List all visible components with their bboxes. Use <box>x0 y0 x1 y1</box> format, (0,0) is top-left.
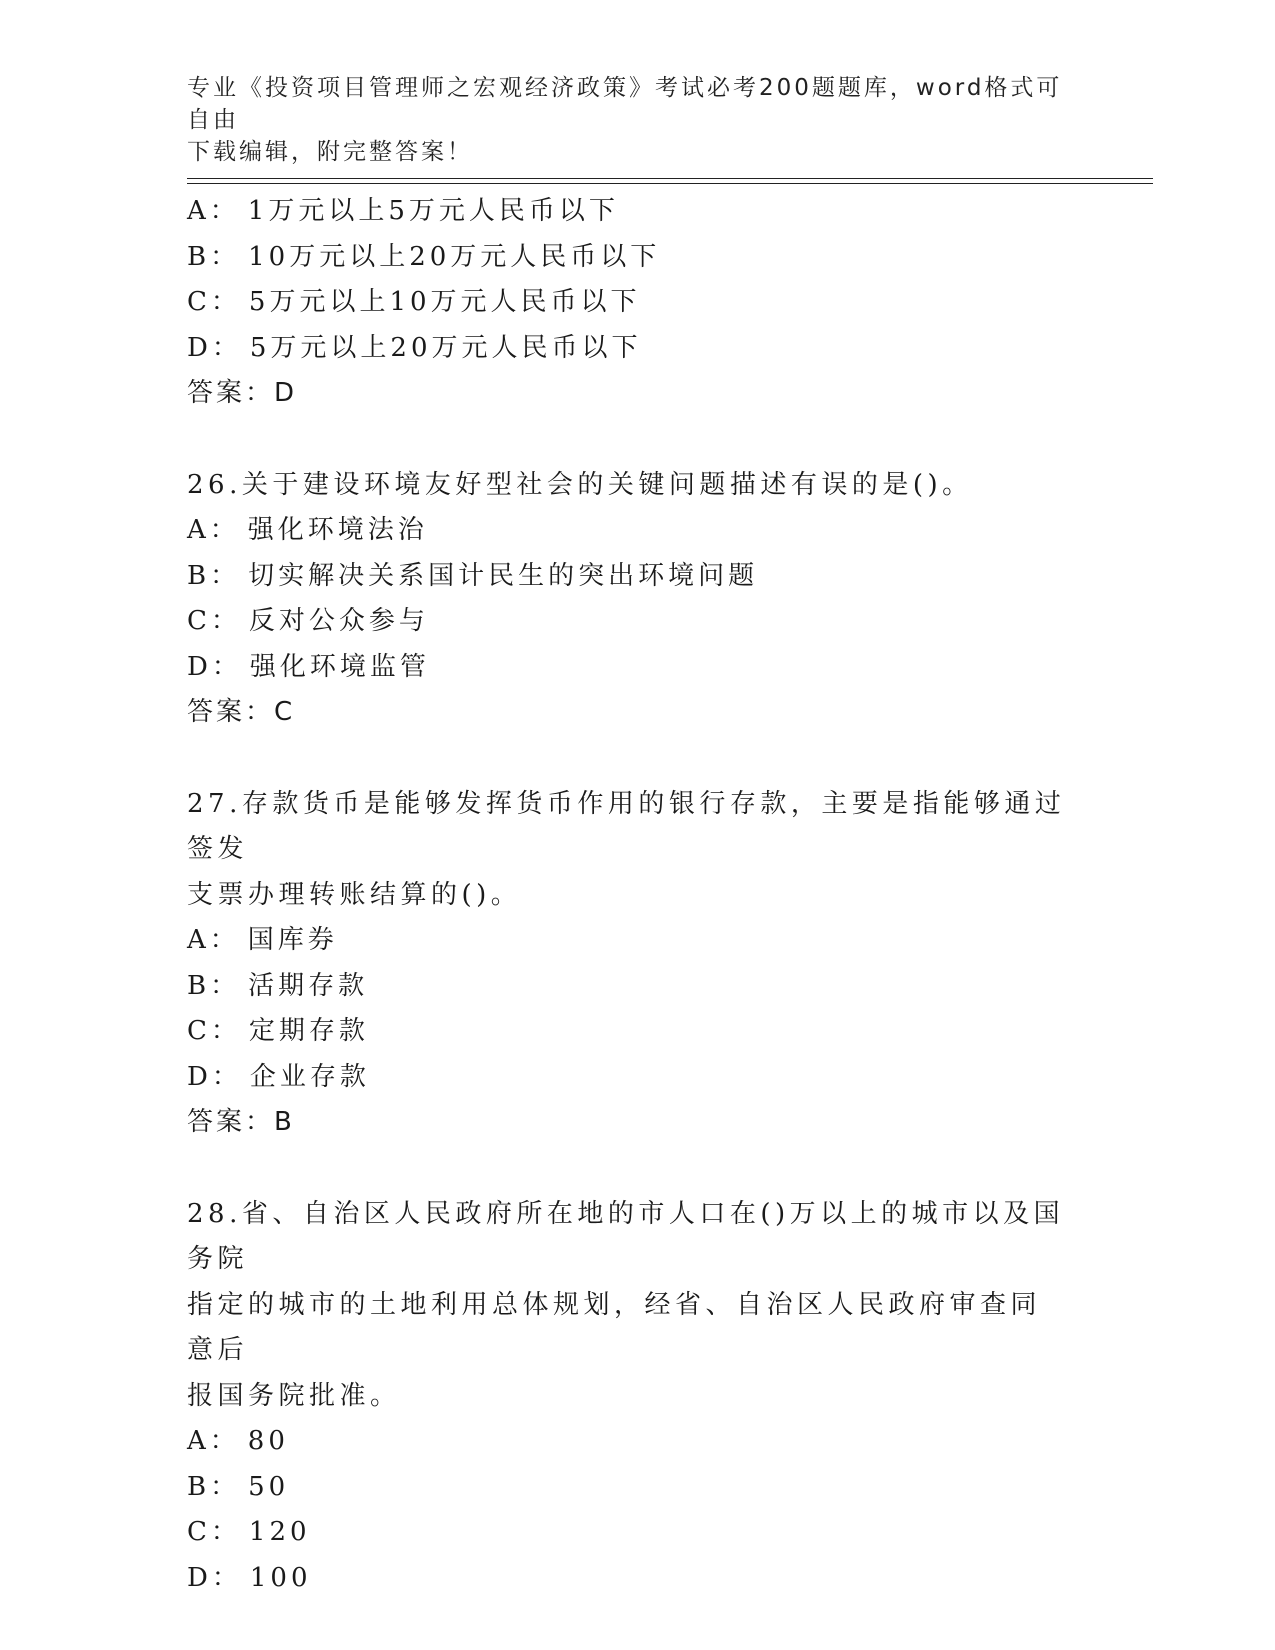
option-d: D： 100 <box>187 1562 312 1593</box>
question-27 <box>187 782 1087 1146</box>
header-line-2: 下载编辑，附完整答案！ <box>187 139 473 165</box>
question-stem-line: 28.省、自治区人民政府所在地的市人口在()万以上的城市以及国务院 <box>187 1198 1065 1274</box>
question-stem-line: 27.存款货币是能够发挥货币作用的银行存款，主要是指能够通过签发 <box>187 788 1066 864</box>
answer-line: 答案：B <box>187 1107 295 1137</box>
option-b: B： 50 <box>187 1471 290 1502</box>
option-c: C： 定期存款 <box>187 1016 369 1046</box>
option-d: D： 强化环境监管 <box>187 651 430 682</box>
question-stem-line: 指定的城市的土地利用总体规划，经省、自治区人民政府审查同意后 <box>187 1289 1042 1365</box>
option-d: D： 企业存款 <box>187 1061 370 1092</box>
answer-line: 答案：D <box>187 378 298 408</box>
question-list <box>187 189 1087 1601</box>
option-a: A： 1万元以上5万元人民币以下 <box>187 196 619 226</box>
document-header <box>187 72 1067 168</box>
header-divider-top <box>187 178 1153 179</box>
question-stem <box>187 782 1067 919</box>
option-c: C： 反对公众参与 <box>187 606 429 636</box>
question-28 <box>187 1192 1087 1602</box>
option-a: A： 国库券 <box>187 925 338 955</box>
answer-line: 答案：C <box>187 697 296 727</box>
option-d: D： 5万元以上20万元人民币以下 <box>187 332 642 363</box>
question-stem-line: 报国务院批准。 <box>187 1380 401 1411</box>
option-c: C： 5万元以上10万元人民币以下 <box>187 287 641 317</box>
question-stem-line: 26.关于建设环境友好型社会的关键问题描述有误的是()。 <box>187 469 973 500</box>
question-stem <box>187 463 1067 509</box>
question-25 <box>187 189 1087 417</box>
option-a: A： 强化环境法治 <box>187 515 428 545</box>
question-stem <box>187 1192 1067 1420</box>
option-a: A： 80 <box>187 1426 289 1456</box>
option-b: B： 10万元以上20万元人民币以下 <box>187 241 661 272</box>
header-line-1: 专业《投资项目管理师之宏观经济政策》考试必考200题题库，word格式可自由 <box>187 75 1063 133</box>
question-stem-line: 支票办理转账结算的()。 <box>187 879 522 910</box>
question-26 <box>187 463 1087 736</box>
header-divider-bottom <box>187 183 1153 184</box>
option-b: B： 切实解决关系国计民生的突出环境问题 <box>187 560 759 591</box>
option-b: B： 活期存款 <box>187 970 369 1001</box>
option-c: C： 120 <box>187 1517 311 1547</box>
